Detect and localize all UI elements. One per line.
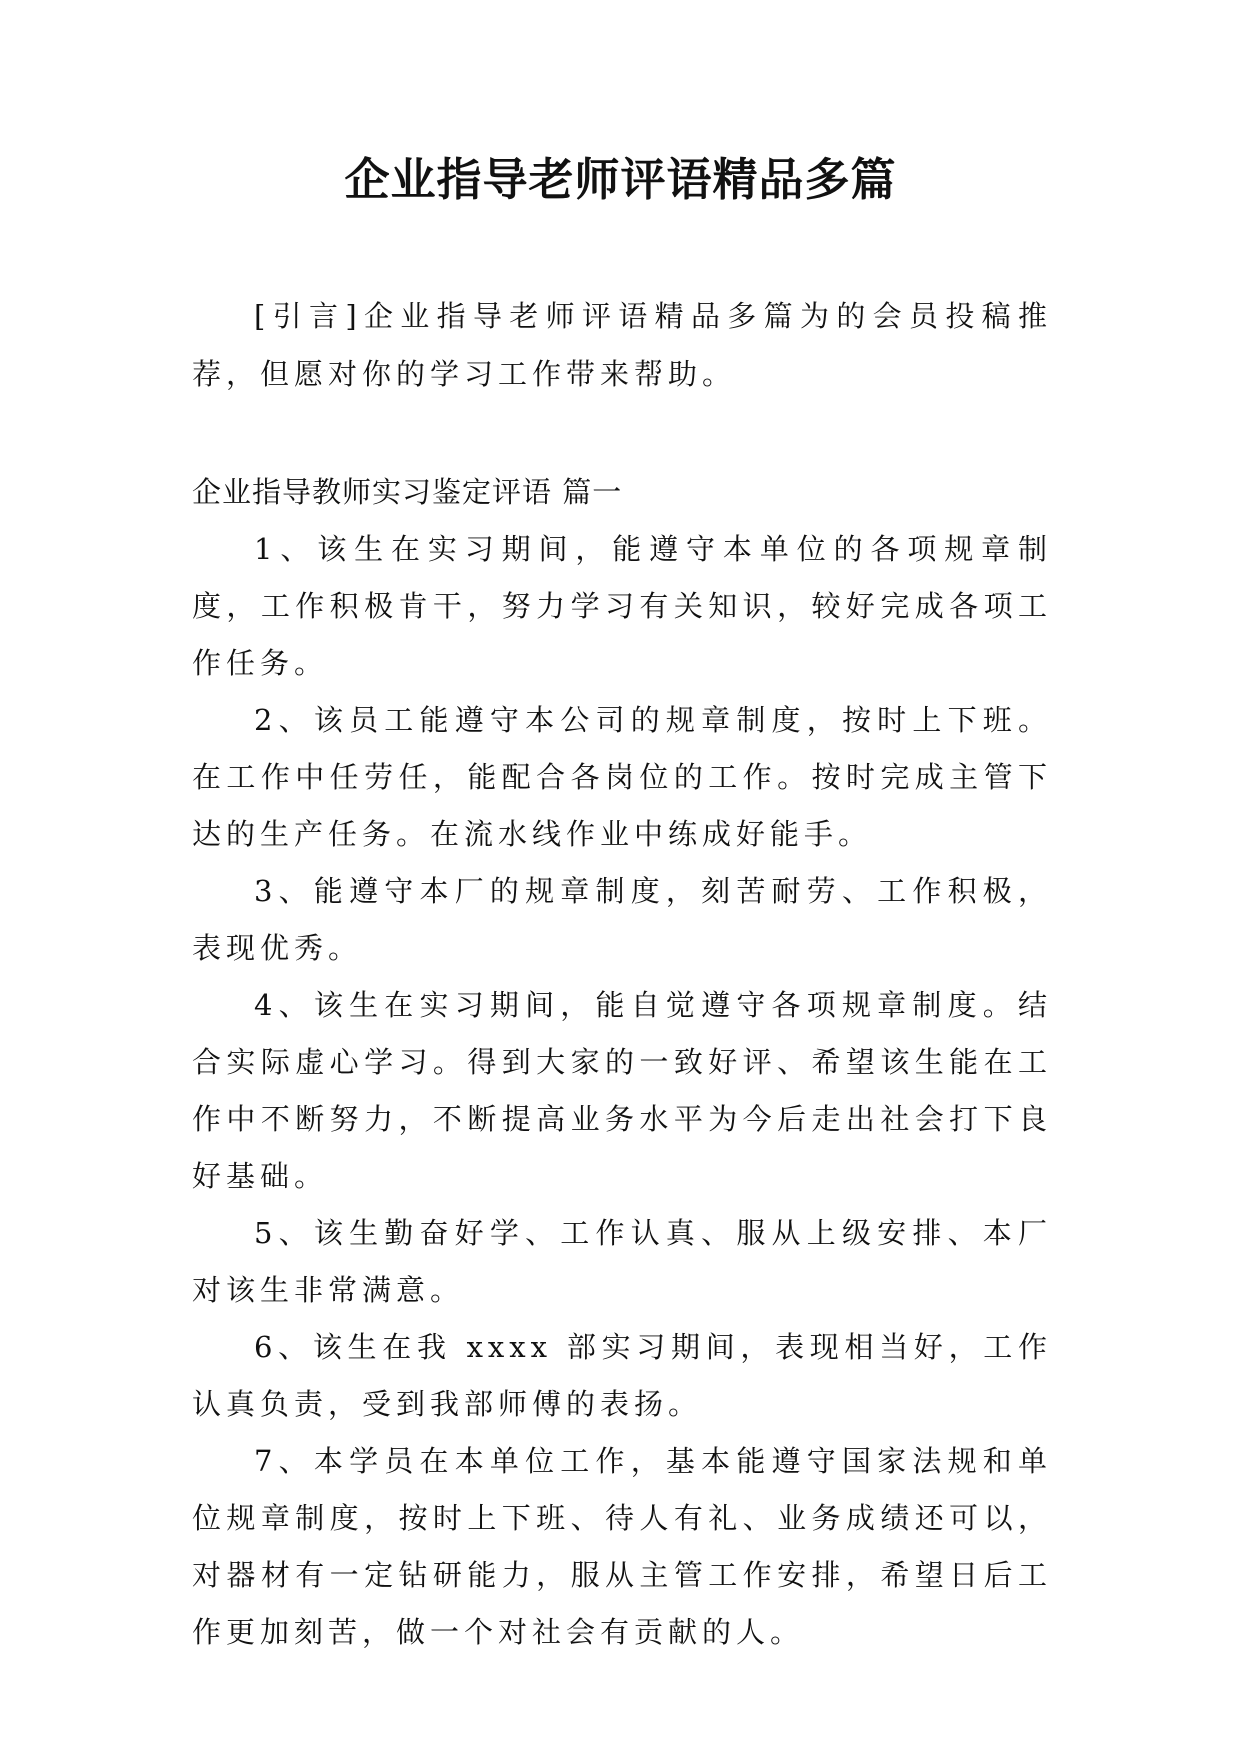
evaluation-item-6: 6、该生在我 xxxx 部实习期间，表现相当好，工作认真负责，受到我部师傅的表扬。: [192, 1330, 1052, 1421]
evaluation-item-2: 2、该员工能遵守本公司的规章制度，按时上下班。在工作中任劳任，能配合各岗位的工作。按时完成主管下达的生产任务。在流水线作业中练成好能手。: [192, 703, 1052, 851]
evaluation-list: [192, 521, 1052, 1661]
evaluation-item-3: 3、能遵守本厂的规章制度，刻苦耐劳、工作积极，表现优秀。: [192, 874, 1052, 965]
intro-paragraph: [引言]企业指导老师评语精品多篇为的会员投稿推荐，但愿对你的学习工作带来帮助。: [192, 299, 1052, 391]
evaluation-item-7: 7、本学员在本单位工作，基本能遵守国家法规和单位规章制度，按时上下班、待人有礼、业务成绩还可以，对器材有一定钻研能力，服从主管工作安排，希望日后工作更加刻苦，做一个对社会有贡献的人。: [192, 1444, 1052, 1649]
section-heading: 企业指导教师实习鉴定评语 篇一: [192, 475, 623, 509]
evaluation-item-4: 4、该生在实习期间，能自觉遵守各项规章制度。结合实际虚心学习。得到大家的一致好评、希望该生能在工作中不断努力，不断提高业务水平为今后走出社会打下良好基础。: [192, 988, 1052, 1193]
document-title: 企业指导老师评语精品多篇: [344, 153, 897, 206]
evaluation-item-5: 5、该生勤奋好学、工作认真、服从上级安排、本厂对该生非常满意。: [192, 1216, 1052, 1307]
evaluation-item-1: 1、该生在实习期间，能遵守本单位的各项规章制度，工作积极肯干，努力学习有关知识，较好完成各项工作任务。: [192, 532, 1052, 680]
